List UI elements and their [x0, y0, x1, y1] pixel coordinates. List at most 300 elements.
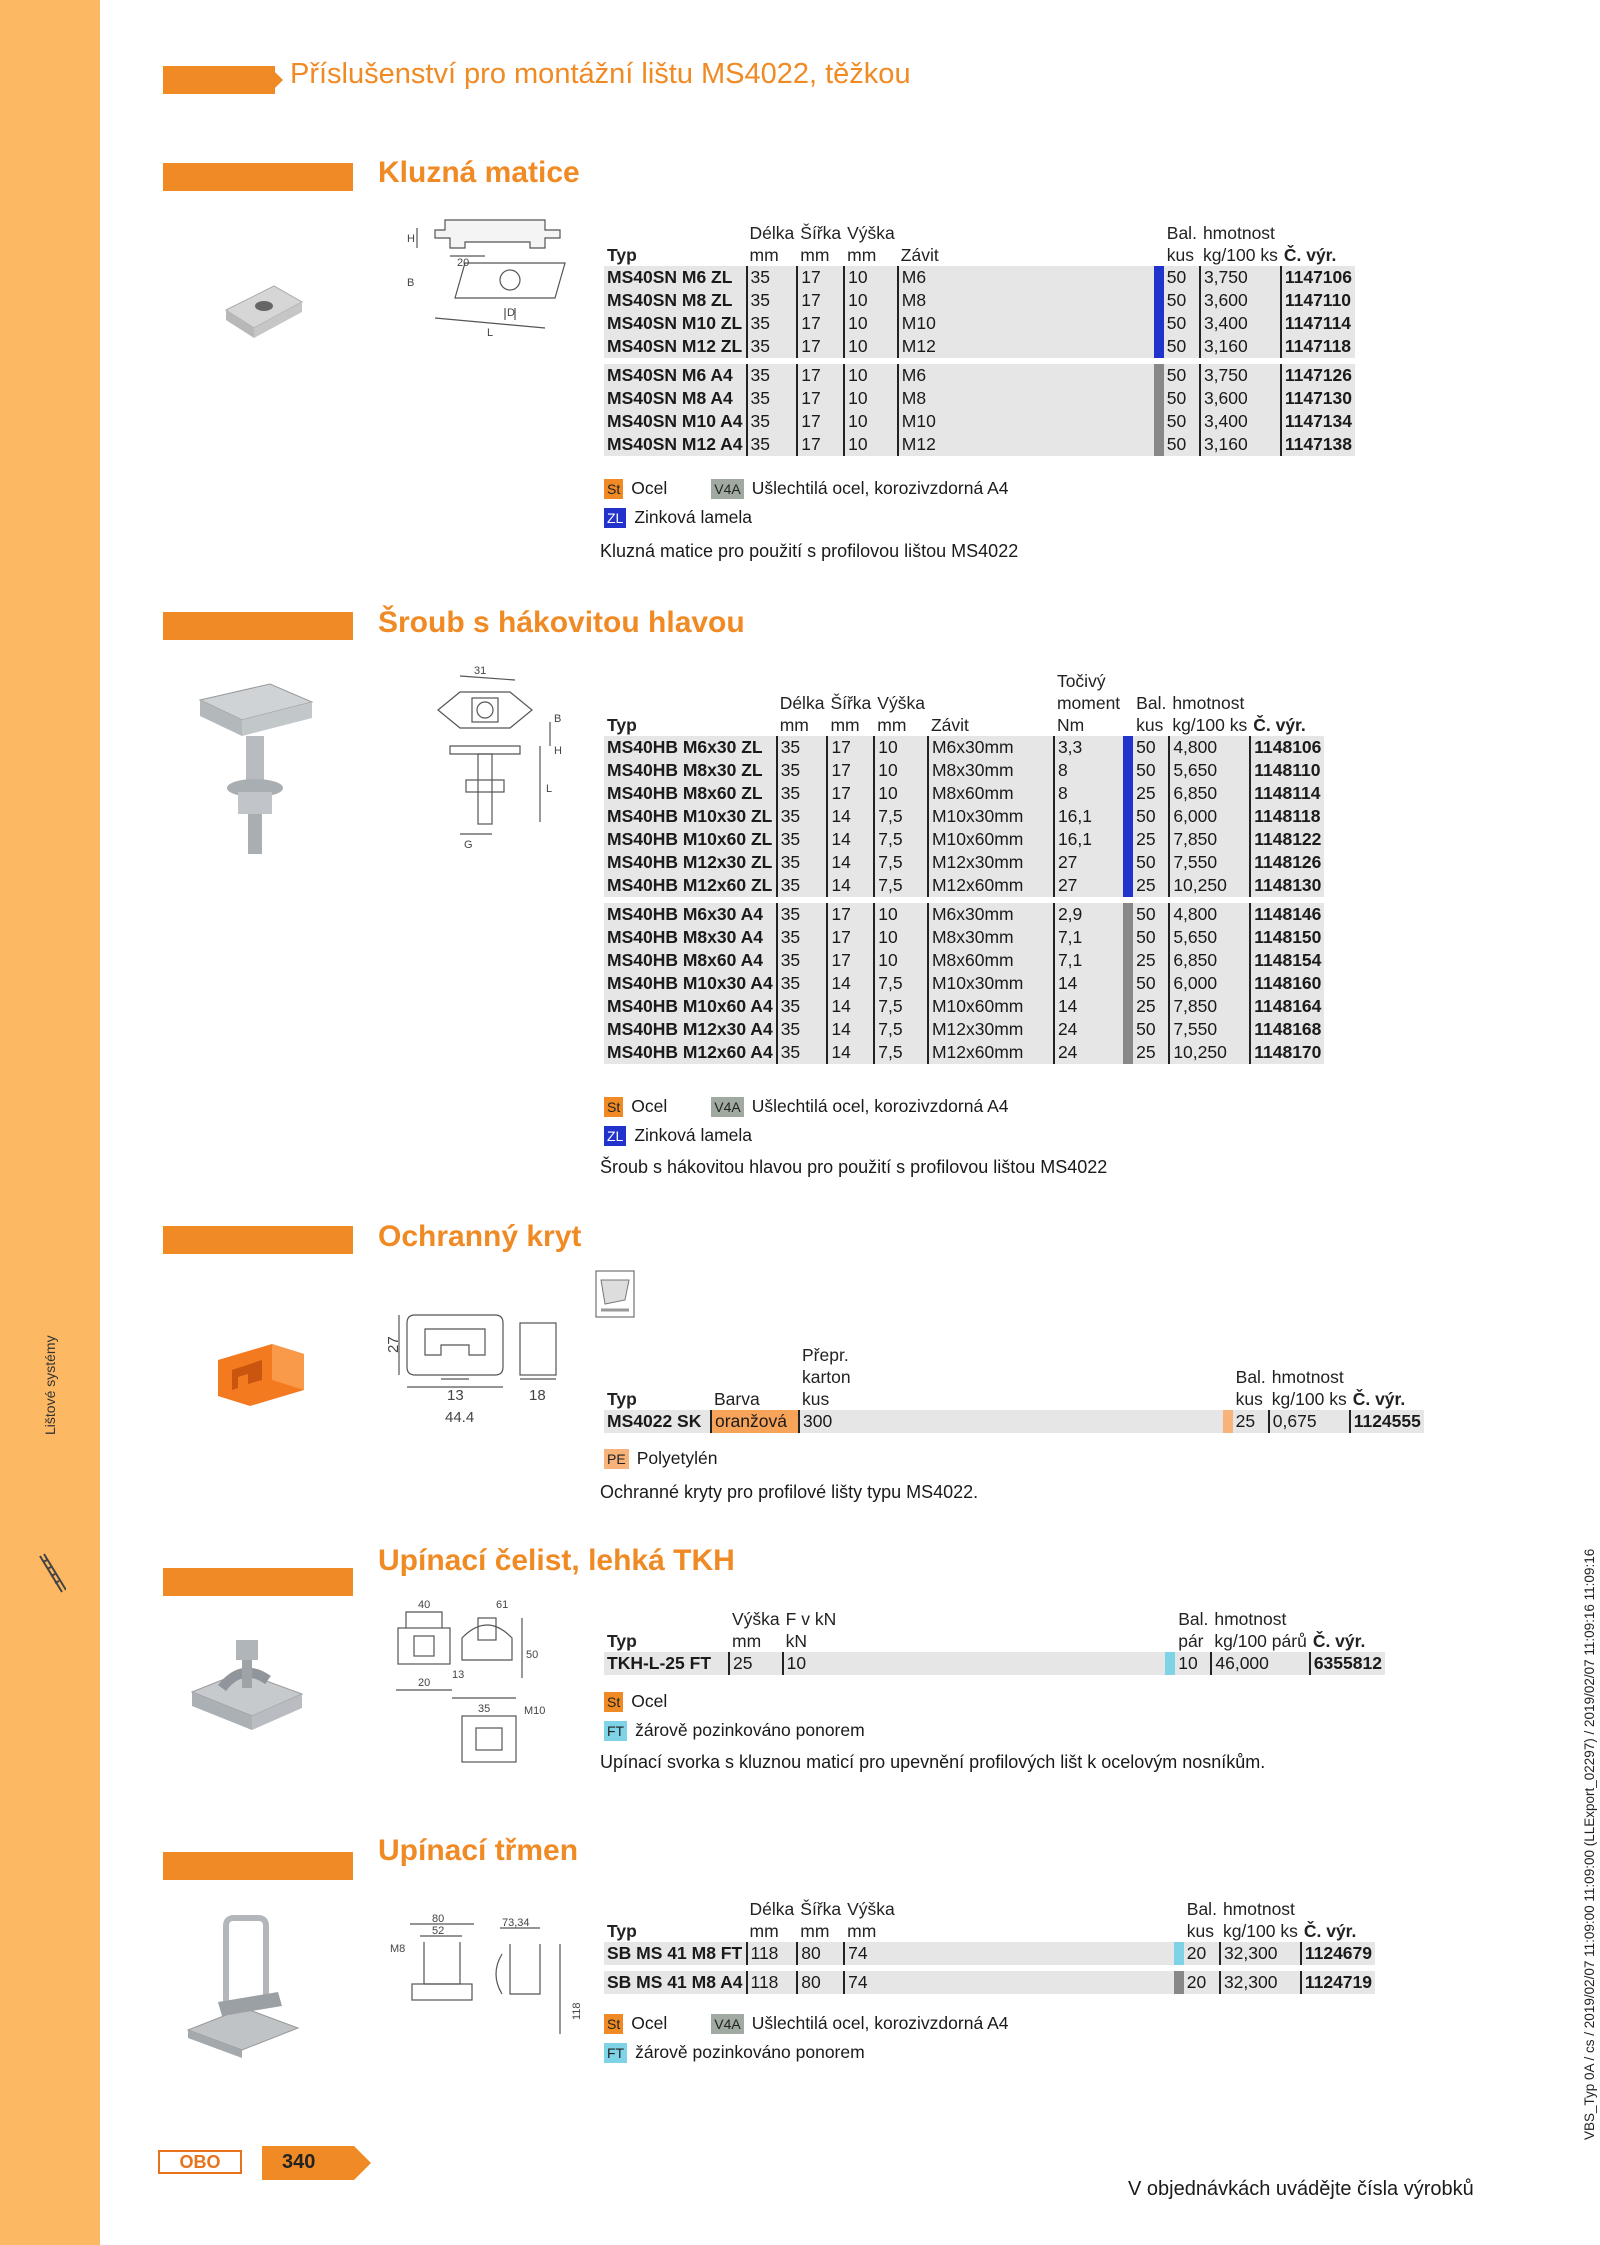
table-cell: MS40HB M8x60 ZL [604, 782, 777, 805]
protective-cap-table [604, 1344, 1424, 1433]
material-legend [604, 1092, 1009, 1150]
page-number-tip [354, 2146, 371, 2180]
col-head: Výška [847, 1899, 895, 1919]
table-cell [898, 1971, 1184, 1994]
clamp-photo [182, 1632, 312, 1742]
col-head: Č. výr. [1352, 1389, 1406, 1409]
table-cell: 35 [777, 1041, 828, 1064]
material-badge: V4A [711, 1097, 743, 1117]
dim-label: 73,34 [502, 1917, 530, 1929]
table-cell: 74 [844, 1971, 898, 1994]
table-cell: M12 [898, 433, 1154, 456]
table-cell: 14 [827, 874, 874, 897]
table-row [604, 1652, 1385, 1675]
table-cell: 1148150 [1250, 926, 1324, 949]
table-cell: 35 [747, 433, 798, 456]
table-cell: 6355812 [1310, 1652, 1385, 1675]
table-cell: 80 [797, 1971, 844, 1994]
material-badge: FT [604, 1721, 627, 1741]
table-cell: 118 [747, 1942, 798, 1965]
table-row [604, 782, 1324, 805]
table-cell: 10 [844, 410, 898, 433]
table-cell [1123, 828, 1133, 851]
col-head: hmotnost [1222, 1899, 1295, 1919]
material-label: žárově pozinkováno ponorem [635, 1720, 865, 1740]
table-cell: 7,850 [1169, 995, 1250, 1018]
table-cell: 50 [1164, 266, 1200, 289]
table-cell: SB MS 41 M8 FT [604, 1942, 747, 1965]
table-cell: 1148122 [1250, 828, 1324, 851]
col-head: hmotnost [1202, 223, 1275, 243]
table-cell: MS40HB M10x30 A4 [604, 972, 777, 995]
table-row [604, 949, 1324, 972]
material-badge: FT [604, 2043, 627, 2063]
table-cell [1154, 266, 1164, 289]
table-cell: 20 [1184, 1942, 1220, 1965]
table-cell: 50 [1164, 410, 1200, 433]
table-cell: oranžová [711, 1410, 799, 1433]
col-head: mm [830, 715, 860, 735]
table-cell: 7,1 [1054, 949, 1123, 972]
table-cell: 35 [777, 926, 828, 949]
header-bar [163, 66, 275, 94]
table-cell: 1148114 [1250, 782, 1324, 805]
dim-label: 18 [529, 1387, 546, 1404]
table-row [604, 1971, 1375, 1994]
table-cell: 50 [1164, 289, 1200, 312]
table-cell: MS40SN M10 ZL [604, 312, 747, 335]
col-head: Č. výr. [1283, 245, 1337, 265]
table-cell: 10 [874, 926, 928, 949]
table-cell: 7,5 [874, 874, 928, 897]
protective-cap-photo [210, 1340, 310, 1410]
col-head: mm [749, 1921, 779, 1941]
table-cell: 16,1 [1054, 828, 1123, 851]
table-row [604, 1942, 1375, 1965]
table-row [604, 289, 1355, 312]
material-legend [604, 2009, 1009, 2067]
table-cell: 3,160 [1200, 335, 1281, 358]
table-cell: MS40SN M8 A4 [604, 387, 747, 410]
material-label: Ocel [631, 1096, 668, 1116]
material-badge: ZL [604, 1126, 626, 1146]
material-legend [604, 1444, 717, 1473]
product-description: Upínací svorka s kluznou maticí pro upevnění profilových lišt k ocelovým nosníkům. [600, 1752, 1266, 1772]
sidebar-strip [0, 0, 100, 2245]
table-cell: 3,600 [1200, 387, 1281, 410]
col-head: mm [779, 715, 809, 735]
page-number: 340 [282, 2151, 316, 2173]
table-row [604, 805, 1324, 828]
col-head: hmotnost [1172, 693, 1245, 713]
table-cell: M8x60mm [928, 949, 1054, 972]
table-cell [854, 1410, 1223, 1433]
table-cell: 10 [844, 433, 898, 456]
col-head: Šířka [800, 1899, 842, 1919]
table-cell [1123, 926, 1133, 949]
dim-label: 31 [474, 665, 487, 677]
table-cell: M8x60mm [928, 782, 1054, 805]
table-cell [1123, 782, 1133, 805]
table-cell: MS40HB M10x60 ZL [604, 828, 777, 851]
table-cell: M10x60mm [928, 995, 1054, 1018]
material-legend [604, 474, 1009, 532]
table-cell [1123, 851, 1133, 874]
table-row [604, 410, 1355, 433]
table-cell [1123, 759, 1133, 782]
table-cell: 3,750 [1200, 364, 1281, 387]
header-bar-tip [269, 66, 283, 94]
table-cell: 1147106 [1281, 266, 1355, 289]
table-row [604, 1041, 1324, 1064]
table-cell: 7,5 [874, 995, 928, 1018]
table-cell: 1148146 [1250, 903, 1324, 926]
section-bar [163, 612, 353, 640]
table-cell: 25 [1233, 1410, 1269, 1433]
table-cell: 1147110 [1281, 289, 1355, 312]
table-cell: 32,300 [1220, 1971, 1301, 1994]
table-cell: 8 [1054, 782, 1123, 805]
dim-label: H [407, 233, 415, 245]
section-title: Ochranný kryt [378, 1220, 582, 1253]
material-badge: PE [604, 1449, 629, 1469]
table-cell: 50 [1164, 335, 1200, 358]
table-cell: M12x30mm [928, 851, 1054, 874]
table-cell [1123, 949, 1133, 972]
table-cell [1123, 736, 1133, 759]
col-head: kus [1166, 245, 1195, 265]
material-label: Ocel [631, 478, 668, 498]
table-cell: 25 [1133, 995, 1169, 1018]
table-cell: 35 [747, 387, 798, 410]
table-cell: MS40SN M12 A4 [604, 433, 747, 456]
col-head: Bal. [1235, 1367, 1266, 1387]
col-head: kus [802, 1389, 830, 1409]
table-cell: 1124679 [1301, 1942, 1375, 1965]
table-row [604, 926, 1324, 949]
material-badge: St [604, 2014, 623, 2034]
table-cell: 14 [827, 995, 874, 1018]
col-head: Šířka [830, 693, 872, 713]
sidebar-label: Lištové systémy [42, 1335, 58, 1435]
table-cell: 17 [827, 782, 874, 805]
table-cell: 35 [777, 949, 828, 972]
table-cell: 5,650 [1169, 926, 1250, 949]
table-cell: 14 [827, 1041, 874, 1064]
table-row [604, 903, 1324, 926]
material-legend [604, 1687, 865, 1745]
table-cell: 3,400 [1200, 312, 1281, 335]
table-cell: MS40HB M12x60 ZL [604, 874, 777, 897]
table-cell: 35 [747, 410, 798, 433]
rail-icon [36, 1550, 66, 1598]
table-cell: 25 [1133, 828, 1169, 851]
table-cell: 35 [777, 782, 828, 805]
table-cell: 35 [777, 874, 828, 897]
table-cell: 17 [797, 335, 844, 358]
table-cell: 50 [1164, 312, 1200, 335]
table-cell: 17 [827, 759, 874, 782]
table-cell: M6 [898, 364, 1154, 387]
table-cell: 1148154 [1250, 949, 1324, 972]
col-head: mm [749, 245, 779, 265]
table-cell: M8x30mm [928, 759, 1054, 782]
table-cell: 35 [747, 364, 798, 387]
table-cell: 4,800 [1169, 903, 1250, 926]
material-label: Zinková lamela [634, 1125, 753, 1145]
col-head: kus [1136, 715, 1164, 735]
col-head: Nm [1056, 715, 1085, 735]
table-cell [1123, 903, 1133, 926]
table-row [604, 1018, 1324, 1041]
table-cell: 3,160 [1200, 433, 1281, 456]
table-cell: MS40SN M12 ZL [604, 335, 747, 358]
col-head: Typ [607, 1389, 637, 1409]
table-cell: 4,800 [1169, 736, 1250, 759]
table-cell: M8 [898, 387, 1154, 410]
col-head: Přepr. [802, 1345, 849, 1365]
table-cell [1154, 312, 1164, 335]
section-bar [163, 163, 353, 191]
table-cell: M10x30mm [928, 805, 1054, 828]
table-cell: 10 [783, 1652, 840, 1675]
table-cell: SB MS 41 M8 A4 [604, 1971, 747, 1994]
col-head: karton [802, 1367, 851, 1387]
table-cell: 35 [777, 1018, 828, 1041]
material-label: Ocel [631, 1691, 668, 1711]
table-cell: 80 [797, 1942, 844, 1965]
table-cell: 1147134 [1281, 410, 1355, 433]
table-cell: 10,250 [1169, 1041, 1250, 1064]
table-cell: 1148110 [1250, 759, 1324, 782]
table-cell: MS40HB M8x30 A4 [604, 926, 777, 949]
table-cell: MS40SN M8 ZL [604, 289, 747, 312]
table-cell: 35 [777, 995, 828, 1018]
table-cell: 25 [1133, 874, 1169, 897]
col-head: Délka [749, 1899, 795, 1919]
table-cell: 10 [874, 903, 928, 926]
table-cell: 3,600 [1200, 289, 1281, 312]
logo-text: OBO [179, 2152, 221, 2172]
table-cell: 50 [1133, 1018, 1169, 1041]
table-cell: M12x30mm [928, 1018, 1054, 1041]
table-cell: 1148168 [1250, 1018, 1324, 1041]
table-cell: 7,550 [1169, 1018, 1250, 1041]
print-metadata: VBS_Typ 0A / cs / 2019/02/07 11:09:00 11:09:00 (LLExport_02297) / 2019/02/07 11:09:16 11:09:16 [1582, 1548, 1597, 2140]
table-cell: 1148118 [1250, 805, 1324, 828]
dim-label: 52 [432, 1925, 445, 1937]
table-cell: 50 [1164, 433, 1200, 456]
col-head: Typ [607, 1921, 637, 1941]
table-cell: 1148126 [1250, 851, 1324, 874]
table-cell: 17 [827, 736, 874, 759]
col-head: Typ [607, 715, 637, 735]
col-head: kg/100 ks [1271, 1389, 1347, 1409]
table-cell: 74 [844, 1942, 898, 1965]
hook-bolt-drawing [420, 662, 595, 862]
dim-label: M8 [390, 1943, 406, 1955]
product-description: Kluzná matice pro použití s profilovou lištou MS4022 [600, 541, 1019, 561]
dim-label: 27 [385, 1336, 402, 1353]
table-cell [1165, 1652, 1175, 1675]
table-cell [1154, 335, 1164, 358]
table-cell: 1124555 [1350, 1410, 1424, 1433]
material-badge: St [604, 1692, 623, 1712]
table-cell: M8x30mm [928, 926, 1054, 949]
col-head: Č. výr. [1253, 715, 1306, 735]
table-cell: 32,300 [1220, 1942, 1301, 1965]
dim-label: 20 [418, 1677, 431, 1689]
table-cell: MS40HB M8x60 A4 [604, 949, 777, 972]
table-cell: 17 [797, 410, 844, 433]
table-row [604, 387, 1355, 410]
table-cell: 1147130 [1281, 387, 1355, 410]
table-cell: 14 [1054, 972, 1123, 995]
table-cell: 17 [797, 312, 844, 335]
col-head: Bal. [1186, 1899, 1217, 1919]
material-label: Ušlechtilá ocel, korozivzdorná A4 [751, 478, 1009, 498]
table-cell: 3,750 [1200, 266, 1281, 289]
col-head: Bal. [1166, 223, 1197, 243]
table-cell: 7,1 [1054, 926, 1123, 949]
col-head: Výška [732, 1609, 780, 1629]
col-head: Závit [900, 245, 939, 265]
table-row [604, 828, 1324, 851]
table-cell: 35 [747, 289, 798, 312]
table-cell: 17 [827, 926, 874, 949]
dim-label: H [554, 745, 562, 757]
material-label: Ušlechtilá ocel, korozivzdorná A4 [751, 1096, 1009, 1116]
table-cell: 1147114 [1281, 312, 1355, 335]
table-cell: 10 [1175, 1652, 1211, 1675]
table-cell: MS4022 SK [604, 1410, 711, 1433]
table-row [604, 433, 1355, 456]
col-head: Č. výr. [1312, 1631, 1366, 1651]
table-cell: M6 [898, 266, 1154, 289]
table-cell: 25 [729, 1652, 783, 1675]
table-cell: 16,1 [1054, 805, 1123, 828]
table-cell: 10 [874, 759, 928, 782]
obo-logo [158, 2150, 242, 2174]
col-head: mm [800, 1921, 830, 1941]
sliding-nut-photo [218, 276, 308, 346]
material-label: Ocel [631, 2013, 668, 2033]
table-cell: M8 [898, 289, 1154, 312]
table-cell: 10,250 [1169, 874, 1250, 897]
material-badge: ZL [604, 508, 626, 528]
table-cell: 27 [1054, 874, 1123, 897]
table-cell: 0,675 [1269, 1410, 1350, 1433]
col-head: kg/100 ks [1202, 245, 1278, 265]
dim-label: 13 [447, 1387, 464, 1404]
stirrup-drawing [390, 1914, 590, 2064]
table-cell: 25 [1133, 949, 1169, 972]
table-cell: 24 [1054, 1018, 1123, 1041]
table-cell: MS40HB M8x30 ZL [604, 759, 777, 782]
table-row [604, 736, 1324, 759]
table-cell [1123, 972, 1133, 995]
table-cell: 3,400 [1200, 410, 1281, 433]
table-row [604, 266, 1355, 289]
col-head: kus [1186, 1921, 1215, 1941]
table-cell: 35 [777, 759, 828, 782]
col-head: moment [1056, 693, 1121, 713]
table-cell: M12x60mm [928, 1041, 1054, 1064]
table-cell: 1124719 [1301, 1971, 1375, 1994]
dim-label: 80 [432, 1914, 445, 1925]
col-head: Závit [930, 715, 969, 735]
section-bar [163, 1226, 353, 1254]
table-cell: 8 [1054, 759, 1123, 782]
col-head: mm [847, 1921, 877, 1941]
table-cell: 50 [1133, 972, 1169, 995]
col-head: kus [1235, 1389, 1263, 1409]
table-cell: 7,5 [874, 828, 928, 851]
table-cell: 2,9 [1054, 903, 1123, 926]
table-cell: 35 [777, 828, 828, 851]
table-row [604, 874, 1324, 897]
table-cell: 10 [844, 387, 898, 410]
table-cell: 17 [827, 903, 874, 926]
table-cell: M6x30mm [928, 736, 1054, 759]
table-cell: 7,5 [874, 972, 928, 995]
material-label: Zinková lamela [634, 507, 753, 527]
table-cell: 7,5 [874, 851, 928, 874]
table-cell: 35 [747, 312, 798, 335]
dim-label: 40 [418, 1599, 431, 1611]
col-head: mm [732, 1631, 762, 1651]
col-head: Barva [714, 1389, 760, 1409]
table-cell [1123, 1018, 1133, 1041]
col-head: kg/100 ks [1172, 715, 1248, 735]
table-cell [1154, 433, 1164, 456]
dim-label: G [464, 839, 473, 851]
table-cell [1223, 1410, 1233, 1433]
table-cell: MS40HB M12x60 A4 [604, 1041, 777, 1064]
col-head: mm [877, 715, 907, 735]
table-cell: 7,550 [1169, 851, 1250, 874]
dim-label: M10 [524, 1705, 546, 1717]
table-cell: 14 [827, 1018, 874, 1041]
table-cell: 1148164 [1250, 995, 1324, 1018]
table-cell: 7,5 [874, 1041, 928, 1064]
dim-label: B [407, 277, 415, 289]
table-cell: M12x60mm [928, 874, 1054, 897]
table-row [604, 335, 1355, 358]
table-cell: 46,000 [1211, 1652, 1309, 1675]
material-badge: V4A [711, 2014, 743, 2034]
section-title: Kluzná matice [378, 156, 580, 189]
table-cell: 1148130 [1250, 874, 1324, 897]
table-cell: 50 [1133, 926, 1169, 949]
table-cell: 17 [827, 949, 874, 972]
uv-resistant-icon [595, 1270, 635, 1318]
sliding-nut-drawing [395, 208, 595, 408]
table-cell: 50 [1133, 851, 1169, 874]
section-title: Upínací třmen [378, 1834, 579, 1867]
table-row [604, 851, 1324, 874]
table-cell: 10 [844, 289, 898, 312]
section-bar [163, 1568, 353, 1596]
col-head: Bal. [1136, 693, 1167, 713]
protective-cap-drawing [385, 1305, 585, 1435]
table-cell: 50 [1133, 805, 1169, 828]
table-cell [1123, 805, 1133, 828]
table-row [604, 972, 1324, 995]
clamp-table [604, 1608, 1385, 1675]
table-row [604, 312, 1355, 335]
sliding-nut-table [604, 222, 1355, 456]
